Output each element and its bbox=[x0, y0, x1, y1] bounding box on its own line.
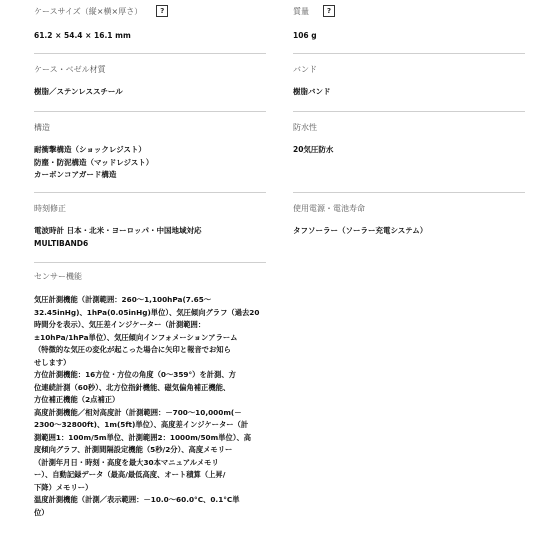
case-size-label: ケースサイズ（縦×横×厚さ） bbox=[34, 6, 143, 16]
structure-value: 耐衝撃構造（ショックレジスト） 防塵・防泥構造（マッドレジスト） カーボンコアガード構造 bbox=[34, 145, 154, 179]
time-correction-block bbox=[34, 203, 201, 250]
weight-help-button[interactable]: ? bbox=[323, 5, 335, 17]
band-block bbox=[293, 64, 331, 99]
time-correction-label: 時刻修正 bbox=[34, 204, 66, 213]
divider bbox=[34, 192, 266, 193]
case-size-help-button[interactable]: ? bbox=[156, 5, 168, 17]
case-bezel-block bbox=[34, 64, 123, 99]
band-label: バンド bbox=[293, 65, 317, 74]
sensor-block bbox=[34, 271, 279, 519]
water-resistance-label: 防水性 bbox=[293, 123, 317, 132]
weight-value: 106 g bbox=[293, 31, 317, 40]
time-correction-value: 電波時計 日本・北米・ヨーロッパ・中国地域対応 MULTIBAND6 bbox=[34, 226, 202, 248]
structure-block bbox=[34, 122, 153, 182]
case-size-value: 61.2 × 54.4 × 16.1 mm bbox=[34, 31, 131, 40]
divider bbox=[34, 262, 266, 263]
sensor-label: センサー機能 bbox=[34, 272, 82, 281]
divider bbox=[293, 192, 525, 193]
water-resistance-block bbox=[293, 122, 333, 157]
divider bbox=[34, 111, 266, 112]
case-bezel-label: ケース・ベゼル材質 bbox=[34, 65, 106, 74]
power-label: 使用電源・電池寿命 bbox=[293, 204, 365, 213]
band-value: 樹脂バンド bbox=[293, 87, 331, 96]
divider bbox=[293, 53, 525, 54]
case-size-block bbox=[34, 5, 168, 43]
case-bezel-value: 樹脂／ステンレススチール bbox=[34, 87, 123, 96]
sensor-value: 気圧計測機能（計測範囲：260〜1,100hPa(7.65〜 32.45inHg)、1hPa(0.05inHg)単位）、気圧傾向グラフ（過去20 時間分を表示）、気圧差インジケーター（計測範囲： ±10hPa/1hPa単位）、気圧傾向インフォメーションアラーム （特徴的な気圧の変化が起こった場合に矢印と報音でお知ら せします） 方位計測機能：16方位・方位の角度（0〜359°）を計測、方 位連続計測（60秒）、北方位指針機能、磁気偏角補正機能、 方位補正機能（2点補正） 高度計測機能／相対高度計（計測範囲：－700〜10,000m(－ 2300〜32800ft)、1m(5ft)単位）、高度差インジケーター（計 測範囲1：100m/5m単位、計測範囲2：1000m/50m単位）、高 度傾向グラフ、計測間隔設定機能（5秒/2分）、高度メモリー （計測年月日・時刻・高度を最大30本マニュアルメモリ ー）、自動記録データ（最高/最低高度、オート積算（上昇/ 下降）メモリー） 温度計測機能（計測／表示範囲：－10.0〜60.0°C、0.1°C単 位） bbox=[34, 295, 260, 517]
power-value: タフソーラー（ソーラー充電システム） bbox=[293, 226, 428, 235]
divider bbox=[293, 111, 525, 112]
weight-block bbox=[293, 5, 335, 43]
structure-label: 構造 bbox=[34, 123, 50, 132]
water-resistance-value: 20気圧防水 bbox=[293, 145, 334, 154]
divider bbox=[34, 53, 266, 54]
power-block bbox=[293, 203, 427, 238]
weight-label: 質量 bbox=[293, 6, 309, 16]
